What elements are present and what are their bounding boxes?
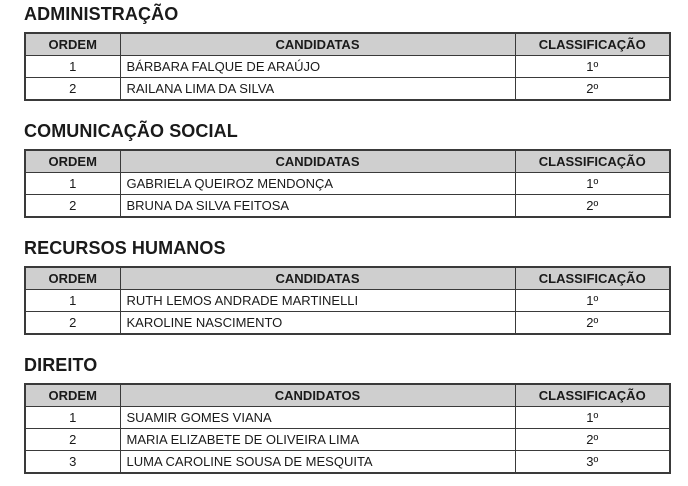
table-row — [25, 56, 670, 78]
section-title: RECURSOS HUMANOS — [24, 238, 226, 258]
table-row — [25, 173, 670, 195]
table-row — [25, 312, 670, 335]
header-classificacao: CLASSIFICAÇÃO — [515, 384, 670, 407]
cell-classificacao: 2º — [515, 312, 670, 335]
cell-ordem: 3 — [25, 451, 120, 474]
header-ordem: ORDEM — [25, 384, 120, 407]
cell-classificacao: 2º — [515, 78, 670, 101]
table-row — [25, 195, 670, 218]
section-comunicacao-social — [24, 121, 669, 218]
cell-classificacao: 1º — [515, 56, 670, 78]
section-title: ADMINISTRAÇÃO — [24, 4, 179, 24]
results-table — [24, 266, 671, 335]
cell-classificacao: 3º — [515, 451, 670, 474]
cell-ordem: 2 — [25, 312, 120, 335]
section-direito — [24, 355, 669, 474]
table-row — [25, 290, 670, 312]
table-row — [25, 407, 670, 429]
table-header-row — [25, 267, 670, 290]
results-table — [24, 383, 671, 474]
cell-nome: RAILANA LIMA DA SILVA — [120, 78, 515, 101]
cell-classificacao: 2º — [515, 195, 670, 218]
cell-classificacao: 1º — [515, 407, 670, 429]
table-header-row — [25, 150, 670, 173]
cell-nome: GABRIELA QUEIROZ MENDONÇA — [120, 173, 515, 195]
cell-nome: SUAMIR GOMES VIANA — [120, 407, 515, 429]
cell-ordem: 2 — [25, 195, 120, 218]
table-header-row — [25, 384, 670, 407]
header-ordem: ORDEM — [25, 33, 120, 56]
header-ordem: ORDEM — [25, 267, 120, 290]
table-row — [25, 78, 670, 101]
section-recursos-humanos — [24, 238, 669, 335]
cell-nome: BÁRBARA FALQUE DE ARAÚJO — [120, 56, 515, 78]
header-candidatas: CANDIDATAS — [120, 150, 515, 173]
cell-ordem: 2 — [25, 78, 120, 101]
header-ordem: ORDEM — [25, 150, 120, 173]
cell-ordem: 1 — [25, 290, 120, 312]
table-row — [25, 429, 670, 451]
results-table — [24, 32, 671, 101]
header-candidatas: CANDIDATAS — [120, 33, 515, 56]
cell-ordem: 2 — [25, 429, 120, 451]
cell-ordem: 1 — [25, 407, 120, 429]
section-title: COMUNICAÇÃO SOCIAL — [24, 121, 238, 141]
cell-classificacao: 1º — [515, 173, 670, 195]
cell-nome: KAROLINE NASCIMENTO — [120, 312, 515, 335]
cell-nome: LUMA CAROLINE SOUSA DE MESQUITA — [120, 451, 515, 474]
cell-nome: BRUNA DA SILVA FEITOSA — [120, 195, 515, 218]
cell-nome: MARIA ELIZABETE DE OLIVEIRA LIMA — [120, 429, 515, 451]
header-candidatos: CANDIDATOS — [120, 384, 515, 407]
cell-ordem: 1 — [25, 173, 120, 195]
table-row — [25, 451, 670, 474]
cell-classificacao: 2º — [515, 429, 670, 451]
header-classificacao: CLASSIFICAÇÃO — [515, 33, 670, 56]
cell-nome: RUTH LEMOS ANDRADE MARTINELLI — [120, 290, 515, 312]
header-candidatas: CANDIDATAS — [120, 267, 515, 290]
header-classificacao: CLASSIFICAÇÃO — [515, 267, 670, 290]
header-classificacao: CLASSIFICAÇÃO — [515, 150, 670, 173]
table-header-row — [25, 33, 670, 56]
section-title: DIREITO — [24, 355, 98, 375]
results-table — [24, 149, 671, 218]
cell-ordem: 1 — [25, 56, 120, 78]
section-administracao — [24, 4, 669, 101]
cell-classificacao: 1º — [515, 290, 670, 312]
